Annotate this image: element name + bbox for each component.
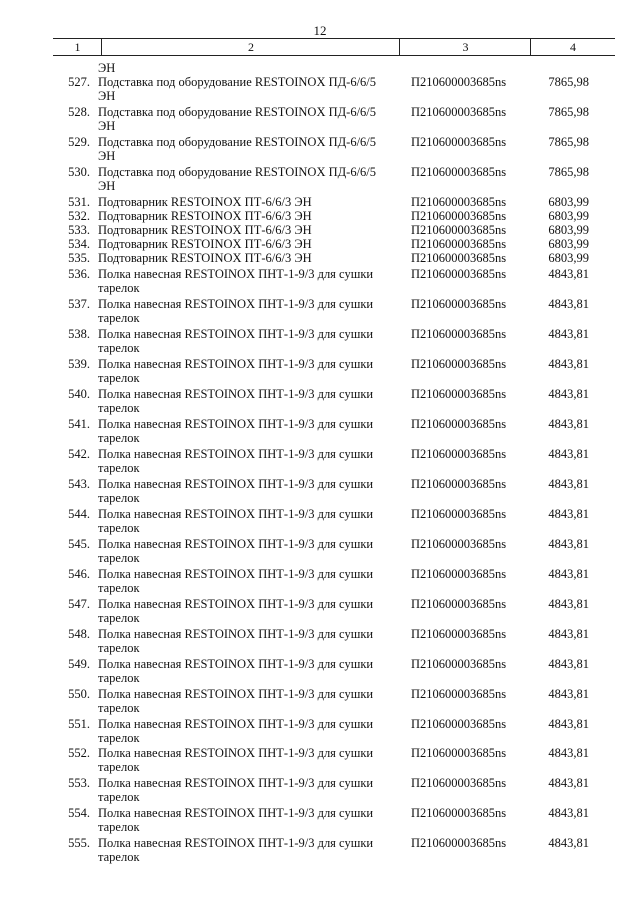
item-price: 6803,99 <box>548 223 589 237</box>
item-name-line1: Полка навесная RESTOINOX ПНТ-1-9/3 для сушки <box>98 537 374 551</box>
item-name-line2: тарелок <box>98 760 140 774</box>
item-code: П210600003685ns <box>411 237 507 251</box>
row-number: 547. <box>68 597 90 611</box>
item-name-line2: тарелок <box>98 701 140 715</box>
item-price: 4843,81 <box>548 447 589 461</box>
item-code: П210600003685ns <box>411 267 507 281</box>
item-price: 7865,98 <box>548 165 589 179</box>
item-price: 4843,81 <box>548 806 589 820</box>
row-number: 535. <box>68 251 90 265</box>
item-price: 6803,99 <box>548 209 589 223</box>
row-number: 530. <box>68 165 90 179</box>
row-number: 539. <box>68 357 90 371</box>
header-divider <box>530 38 531 55</box>
item-code: П210600003685ns <box>411 627 507 641</box>
item-code: П210600003685ns <box>411 209 507 223</box>
item-name-line2: ЭН <box>98 89 116 103</box>
header-divider <box>101 38 102 55</box>
item-name <box>98 627 398 655</box>
item-name <box>98 105 398 133</box>
item-price: 7865,98 <box>548 75 589 89</box>
row-number: 537. <box>68 297 90 311</box>
item-name-line1: Полка навесная RESTOINOX ПНТ-1-9/3 для сушки <box>98 507 374 521</box>
row-number: 529. <box>68 135 90 149</box>
row-number: 550. <box>68 687 90 701</box>
item-price: 4843,81 <box>548 657 589 671</box>
item-name <box>98 746 398 774</box>
item-name-line2: тарелок <box>98 281 140 295</box>
item-name-line1: Подставка под оборудование RESTOINOX ПД-6/6/5 <box>98 135 377 149</box>
item-name-line1: Полка навесная RESTOINOX ПНТ-1-9/3 для сушки <box>98 357 374 371</box>
item-name-line2: тарелок <box>98 491 140 505</box>
row-number: 549. <box>68 657 90 671</box>
item-name-line2: тарелок <box>98 461 140 475</box>
item-name-line1: Подставка под оборудование RESTOINOX ПД-6/6/5 <box>98 105 377 119</box>
item-name-line1: Полка навесная RESTOINOX ПНТ-1-9/3 для сушки <box>98 657 374 671</box>
item-code: П210600003685ns <box>411 417 507 431</box>
item-price: 4843,81 <box>548 297 589 311</box>
item-name-line2: тарелок <box>98 521 140 535</box>
item-name <box>98 387 398 415</box>
row-number: 542. <box>68 447 90 461</box>
row-number: 553. <box>68 776 90 790</box>
item-name-line1: Подставка под оборудование RESTOINOX ПД-6/6/5 <box>98 165 377 179</box>
item-code: П210600003685ns <box>411 165 507 179</box>
carryover-text: ЭН <box>98 61 116 75</box>
row-number: 540. <box>68 387 90 401</box>
item-name <box>98 417 398 445</box>
item-code: П210600003685ns <box>411 135 507 149</box>
row-number: 531. <box>68 195 90 209</box>
row-number: 541. <box>68 417 90 431</box>
item-code: П210600003685ns <box>411 477 507 491</box>
item-code: П210600003685ns <box>411 836 507 850</box>
item-price: 4843,81 <box>548 567 589 581</box>
item-name-line1: Полка навесная RESTOINOX ПНТ-1-9/3 для сушки <box>98 447 374 461</box>
row-number: 555. <box>68 836 90 850</box>
item-name-line1: Подтоварник RESTOINOX ПТ-6/6/3 ЭН <box>98 195 312 209</box>
item-name <box>98 327 398 355</box>
item-code: П210600003685ns <box>411 251 507 265</box>
item-name-line1: Полка навесная RESTOINOX ПНТ-1-9/3 для сушки <box>98 297 374 311</box>
item-name <box>98 657 398 685</box>
item-code: П210600003685ns <box>411 387 507 401</box>
header-col-2: 2 <box>248 40 254 54</box>
item-name-line1: Полка навесная RESTOINOX ПНТ-1-9/3 для сушки <box>98 687 374 701</box>
row-number: 552. <box>68 746 90 760</box>
item-price: 4843,81 <box>548 537 589 551</box>
item-name-line2: тарелок <box>98 551 140 565</box>
item-name <box>98 165 398 193</box>
header-col-3: 3 <box>462 40 469 54</box>
row-number: 554. <box>68 806 90 820</box>
header-divider <box>399 38 400 55</box>
item-name-line1: Подтоварник RESTOINOX ПТ-6/6/3 ЭН <box>98 237 312 251</box>
header-col-1: 1 <box>74 40 81 54</box>
header-col-4: 4 <box>570 40 576 54</box>
item-code: П210600003685ns <box>411 297 507 311</box>
item-name <box>98 806 398 834</box>
item-name-line1: Полка навесная RESTOINOX ПНТ-1-9/3 для сушки <box>98 836 374 850</box>
item-price: 4843,81 <box>548 627 589 641</box>
item-name-line2: тарелок <box>98 731 140 745</box>
item-name-line1: Подтоварник RESTOINOX ПТ-6/6/3 ЭН <box>98 223 312 237</box>
item-code: П210600003685ns <box>411 327 507 341</box>
item-price: 4843,81 <box>548 387 589 401</box>
item-name-line1: Полка навесная RESTOINOX ПНТ-1-9/3 для сушки <box>98 387 374 401</box>
item-price: 4843,81 <box>548 327 589 341</box>
item-name-line2: тарелок <box>98 820 140 834</box>
item-name <box>98 537 398 565</box>
item-name-line2: тарелок <box>98 671 140 685</box>
item-name-line1: Полка навесная RESTOINOX ПНТ-1-9/3 для сушки <box>98 327 374 341</box>
item-name-line2: тарелок <box>98 850 140 864</box>
item-name <box>98 477 398 505</box>
row-number: 532. <box>68 209 90 223</box>
item-code: П210600003685ns <box>411 567 507 581</box>
item-name <box>98 567 398 595</box>
item-name <box>98 135 398 163</box>
item-name <box>98 237 398 251</box>
item-price: 4843,81 <box>548 597 589 611</box>
item-code: П210600003685ns <box>411 105 507 119</box>
item-name-line1: Подтоварник RESTOINOX ПТ-6/6/3 ЭН <box>98 209 312 223</box>
item-price: 6803,99 <box>548 251 589 265</box>
item-name-line1: Полка навесная RESTOINOX ПНТ-1-9/3 для сушки <box>98 267 374 281</box>
item-name-line1: Полка навесная RESTOINOX ПНТ-1-9/3 для сушки <box>98 806 374 820</box>
item-name <box>98 209 398 223</box>
item-name <box>98 836 398 864</box>
row-number: 543. <box>68 477 90 491</box>
item-name-line1: Полка навесная RESTOINOX ПНТ-1-9/3 для сушки <box>98 717 374 731</box>
item-name-line1: Полка навесная RESTOINOX ПНТ-1-9/3 для сушки <box>98 746 374 760</box>
item-price: 4843,81 <box>548 507 589 521</box>
row-number: 548. <box>68 627 90 641</box>
item-price: 4843,81 <box>548 776 589 790</box>
item-price: 4843,81 <box>548 417 589 431</box>
row-number: 534. <box>68 237 90 251</box>
row-number: 538. <box>68 327 90 341</box>
item-name-line2: тарелок <box>98 581 140 595</box>
item-code: П210600003685ns <box>411 357 507 371</box>
item-code: П210600003685ns <box>411 717 507 731</box>
item-name-line1: Полка навесная RESTOINOX ПНТ-1-9/3 для сушки <box>98 776 374 790</box>
item-code: П210600003685ns <box>411 223 507 237</box>
item-name <box>98 507 398 535</box>
item-name-line1: Полка навесная RESTOINOX ПНТ-1-9/3 для сушки <box>98 477 374 491</box>
item-code: П210600003685ns <box>411 447 507 461</box>
item-price: 4843,81 <box>548 836 589 850</box>
item-code: П210600003685ns <box>411 195 507 209</box>
item-price: 4843,81 <box>548 357 589 371</box>
item-name-line1: Полка навесная RESTOINOX ПНТ-1-9/3 для сушки <box>98 417 374 431</box>
row-number: 545. <box>68 537 90 551</box>
item-name <box>98 687 398 715</box>
item-name-line2: тарелок <box>98 611 140 625</box>
item-price: 4843,81 <box>548 746 589 760</box>
item-name-line2: тарелок <box>98 401 140 415</box>
item-name <box>98 776 398 804</box>
item-name-line2: тарелок <box>98 341 140 355</box>
item-price: 4843,81 <box>548 687 589 701</box>
row-number: 527. <box>68 75 90 89</box>
item-price: 6803,99 <box>548 237 589 251</box>
row-number: 551. <box>68 717 90 731</box>
item-price: 7865,98 <box>548 105 589 119</box>
item-name <box>98 717 398 745</box>
item-price: 4843,81 <box>548 477 589 491</box>
item-name-line2: тарелок <box>98 311 140 325</box>
item-name-line1: Полка навесная RESTOINOX ПНТ-1-9/3 для сушки <box>98 627 374 641</box>
row-number: 536. <box>68 267 90 281</box>
item-price: 6803,99 <box>548 195 589 209</box>
row-number: 544. <box>68 507 90 521</box>
item-name-line2: тарелок <box>98 371 140 385</box>
item-name <box>98 223 398 237</box>
item-price: 7865,98 <box>548 135 589 149</box>
item-name-line2: ЭН <box>98 179 116 193</box>
item-code: П210600003685ns <box>411 776 507 790</box>
page-number: 12 <box>313 23 327 38</box>
item-name <box>98 267 398 295</box>
item-name-line2: ЭН <box>98 149 116 163</box>
item-name <box>98 297 398 325</box>
item-code: П210600003685ns <box>411 657 507 671</box>
item-code: П210600003685ns <box>411 746 507 760</box>
item-code: П210600003685ns <box>411 507 507 521</box>
item-name-line2: ЭН <box>98 119 116 133</box>
item-code: П210600003685ns <box>411 537 507 551</box>
item-name-line1: Подставка под оборудование RESTOINOX ПД-6/6/5 <box>98 75 377 89</box>
item-name <box>98 195 398 209</box>
row-number: 533. <box>68 223 90 237</box>
item-code: П210600003685ns <box>411 687 507 701</box>
item-code: П210600003685ns <box>411 75 507 89</box>
item-name <box>98 447 398 475</box>
item-name <box>98 357 398 385</box>
item-name-line1: Подтоварник RESTOINOX ПТ-6/6/3 ЭН <box>98 251 312 265</box>
row-number: 528. <box>68 105 90 119</box>
item-name-line2: тарелок <box>98 431 140 445</box>
item-code: П210600003685ns <box>411 806 507 820</box>
item-name-line1: Полка навесная RESTOINOX ПНТ-1-9/3 для сушки <box>98 567 374 581</box>
item-name-line1: Полка навесная RESTOINOX ПНТ-1-9/3 для сушки <box>98 597 374 611</box>
row-number: 546. <box>68 567 90 581</box>
item-name <box>98 75 398 103</box>
item-code: П210600003685ns <box>411 597 507 611</box>
item-name-line2: тарелок <box>98 790 140 804</box>
item-name-line2: тарелок <box>98 641 140 655</box>
item-name <box>98 251 398 265</box>
item-price: 4843,81 <box>548 717 589 731</box>
item-price: 4843,81 <box>548 267 589 281</box>
item-name <box>98 597 398 625</box>
